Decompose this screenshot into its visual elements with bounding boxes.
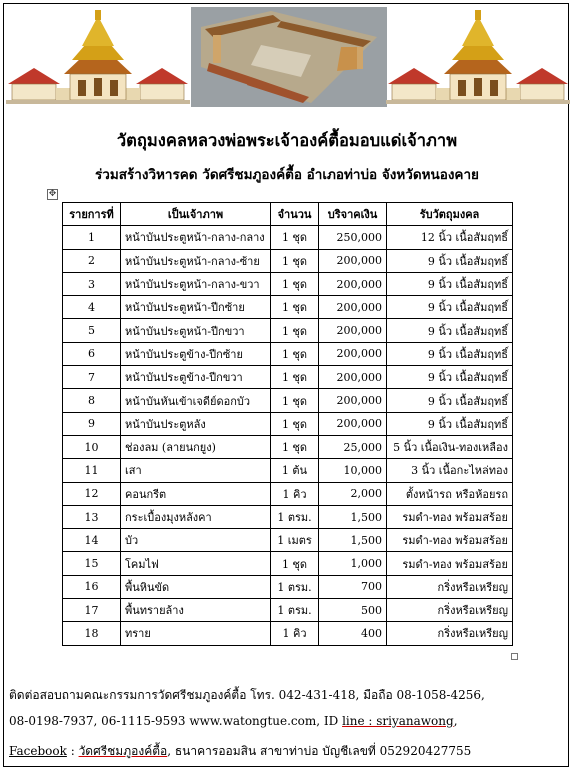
row-number: 7 — [63, 366, 121, 389]
quantity: 1 ชุด — [271, 296, 319, 319]
website-link[interactable]: www.watongtue.com — [189, 714, 317, 728]
quantity: 1 ตรม. — [271, 599, 319, 622]
table-row — [63, 389, 513, 412]
row-number: 11 — [63, 459, 121, 482]
quantity: 1 ต้น — [271, 459, 319, 482]
quantity: 1 ชุด — [271, 272, 319, 295]
contact-line-1: ติดต่อสอบถามคณะกรรมการวัดศรีชมภูองค์ตื้อ โทร. 042-431-418, มือถือ 08-1058-4256, — [9, 688, 485, 702]
table-row — [63, 459, 513, 482]
table-row — [63, 226, 513, 249]
donation-amount: 1,500 — [319, 505, 387, 528]
quantity: 1 คิว — [271, 482, 319, 505]
row-number: 10 — [63, 435, 121, 458]
quantity: 1 ชุด — [271, 366, 319, 389]
quantity: 1 ชุด — [271, 226, 319, 249]
table-header-row — [63, 203, 513, 226]
sponsor-item: พื้นหินขัด — [121, 575, 271, 598]
sponsor-item: หน้าบันประตูหน้า-ปีกซ้าย — [121, 296, 271, 319]
row-number: 16 — [63, 575, 121, 598]
donation-amount: 2,000 — [319, 482, 387, 505]
row-number: 2 — [63, 249, 121, 272]
facebook-separator: : — [66, 744, 79, 758]
sponsor-item: โคมไฟ — [121, 552, 271, 575]
reward-item: 12 นิ้ว เนื้อสัมฤทธิ์ — [387, 226, 513, 249]
row-number: 3 — [63, 272, 121, 295]
document-subtitle: ร่วมสร้างวิหารคด วัดศรีชมภูองค์ตื้อ อำเภอท่าบ่อ จังหวัดหนองคาย — [95, 167, 479, 183]
reward-item: รมดำ-ทอง พร้อมสร้อย — [387, 505, 513, 528]
quantity: 1 ชุด — [271, 319, 319, 342]
contact-separator: , — [453, 714, 458, 728]
bank-account: , ธนาคารออมสิน สาขาท่าบ่อ บัญชีเลขที่ 052920427755 — [167, 744, 472, 758]
sponsor-item: เสา — [121, 459, 271, 482]
sponsor-item: หน้าบันประตูหน้า-กลาง-กลาง — [121, 226, 271, 249]
resize-handle-icon[interactable] — [511, 653, 518, 660]
reward-item: 9 นิ้ว เนื้อสัมฤทธิ์ — [387, 412, 513, 435]
reward-item: 9 นิ้ว เนื้อสัมฤทธิ์ — [387, 296, 513, 319]
sponsor-item: หน้าบันประตูข้าง-ปีกซ้าย — [121, 342, 271, 365]
row-number: 17 — [63, 599, 121, 622]
row-number: 6 — [63, 342, 121, 365]
quantity: 1 ตรม. — [271, 575, 319, 598]
donation-amount: 700 — [319, 575, 387, 598]
quantity: 1 ชุด — [271, 435, 319, 458]
donation-amount: 200,000 — [319, 296, 387, 319]
sponsor-item: หน้าบันหันเข้าเจดีย์ดอกบัว — [121, 389, 271, 412]
sponsor-item: คอนกรีต — [121, 482, 271, 505]
column-header: รายการที่ — [63, 203, 121, 226]
document-title: วัตถุมงคลหลวงพ่อพระเจ้าองค์ตื้อมอบแด่เจ้าภาพ — [116, 131, 458, 150]
quantity: 1 ชุด — [271, 552, 319, 575]
donation-amount: 200,000 — [319, 389, 387, 412]
donation-amount: 250,000 — [319, 226, 387, 249]
temple-illustration-right — [386, 10, 570, 106]
donation-table — [62, 202, 513, 646]
reward-item: 9 นิ้ว เนื้อสัมฤทธิ์ — [387, 249, 513, 272]
sponsor-item: ทราย — [121, 622, 271, 645]
row-number: 13 — [63, 505, 121, 528]
sponsor-item: หน้าบันประตูข้าง-ปีกขวา — [121, 366, 271, 389]
donation-amount: 400 — [319, 622, 387, 645]
sponsor-item: หน้าบันประตูหน้า-กลาง-ซ้าย — [121, 249, 271, 272]
reward-item: 9 นิ้ว เนื้อสัมฤทธิ์ — [387, 272, 513, 295]
donation-amount: 200,000 — [319, 249, 387, 272]
quantity: 1 ชุด — [271, 342, 319, 365]
table-row — [63, 622, 513, 645]
facebook-label: Facebook — [9, 744, 67, 758]
reward-item: กริ่งหรือเหรียญ — [387, 599, 513, 622]
table-row — [63, 482, 513, 505]
quantity: 1 ชุด — [271, 389, 319, 412]
sponsor-item: หน้าบันประตูหลัง — [121, 412, 271, 435]
column-header: เป็นเจ้าภาพ — [121, 203, 271, 226]
reward-item: ตั้งหน้ารถ หรือห้อยรถ — [387, 482, 513, 505]
row-number: 9 — [63, 412, 121, 435]
table-row — [63, 529, 513, 552]
row-number: 12 — [63, 482, 121, 505]
donation-amount: 200,000 — [319, 272, 387, 295]
donation-amount: 200,000 — [319, 366, 387, 389]
reward-item: 5 นิ้ว เนื้อเงิน-ทองเหลือง — [387, 435, 513, 458]
reward-item: รมดำ-ทอง พร้อมสร้อย — [387, 552, 513, 575]
contact-line-2 — [9, 714, 458, 728]
row-number: 1 — [63, 226, 121, 249]
quantity: 1 ชุด — [271, 412, 319, 435]
contact-line-3 — [9, 742, 471, 761]
column-header: จำนวน — [271, 203, 319, 226]
row-number: 15 — [63, 552, 121, 575]
row-number: 5 — [63, 319, 121, 342]
donation-amount: 500 — [319, 599, 387, 622]
sponsor-item: หน้าบันประตูหน้า-ปีกขวา — [121, 319, 271, 342]
reward-item: 9 นิ้ว เนื้อสัมฤทธิ์ — [387, 342, 513, 365]
reward-item: 3 นิ้ว เนื้อกะไหล่ทอง — [387, 459, 513, 482]
reward-item: 9 นิ้ว เนื้อสัมฤทธิ์ — [387, 319, 513, 342]
donation-amount: 10,000 — [319, 459, 387, 482]
sponsor-item: บัว — [121, 529, 271, 552]
table-row — [63, 342, 513, 365]
table-row — [63, 599, 513, 622]
quantity: 1 เมตร — [271, 529, 319, 552]
donation-amount: 200,000 — [319, 342, 387, 365]
sponsor-item: กระเบื้องมุงหลังคา — [121, 505, 271, 528]
sponsor-item: หน้าบันประตูหน้า-กลาง-ขวา — [121, 272, 271, 295]
table-row — [63, 575, 513, 598]
table-row — [63, 435, 513, 458]
facebook-page-name: วัดศรีชมภูองค์ตื้อ — [78, 744, 168, 758]
temple-aerial-render — [191, 7, 387, 107]
line-id: line : sriyanawong — [342, 714, 454, 728]
sponsor-item: พื้นทรายล้าง — [121, 599, 271, 622]
move-anchor-icon[interactable]: ✥ — [48, 189, 57, 199]
reward-item: รมดำ-ทอง พร้อมสร้อย — [387, 529, 513, 552]
column-header: รับวัตถุมงคล — [387, 203, 513, 226]
reward-item: 9 นิ้ว เนื้อสัมฤทธิ์ — [387, 389, 513, 412]
row-number: 14 — [63, 529, 121, 552]
table-row — [63, 366, 513, 389]
quantity: 1 ชุด — [271, 249, 319, 272]
quantity: 1 ตรม. — [271, 505, 319, 528]
table-row — [63, 505, 513, 528]
table-row — [63, 319, 513, 342]
phone-numbers: 08-0198-7937, 06-1115-9593 — [9, 714, 190, 728]
donation-amount: 200,000 — [319, 319, 387, 342]
row-number: 8 — [63, 389, 121, 412]
reward-item: กริ่งหรือเหรียญ — [387, 622, 513, 645]
row-number: 18 — [63, 622, 121, 645]
table-row — [63, 552, 513, 575]
contact-separator: , ID — [316, 714, 343, 728]
table-row — [63, 412, 513, 435]
header-banner — [4, 4, 570, 106]
table-row — [63, 296, 513, 319]
reward-item: กริ่งหรือเหรียญ — [387, 575, 513, 598]
donation-amount: 1,000 — [319, 552, 387, 575]
row-number: 4 — [63, 296, 121, 319]
donation-amount: 1,500 — [319, 529, 387, 552]
temple-illustration-left — [6, 10, 190, 106]
donation-amount: 25,000 — [319, 435, 387, 458]
quantity: 1 คิว — [271, 622, 319, 645]
table-row — [63, 249, 513, 272]
donation-amount: 200,000 — [319, 412, 387, 435]
reward-item: 9 นิ้ว เนื้อสัมฤทธิ์ — [387, 366, 513, 389]
sponsor-item: ช่องลม (ลายนกยูง) — [121, 435, 271, 458]
column-header: บริจาคเงิน — [319, 203, 387, 226]
table-row — [63, 272, 513, 295]
